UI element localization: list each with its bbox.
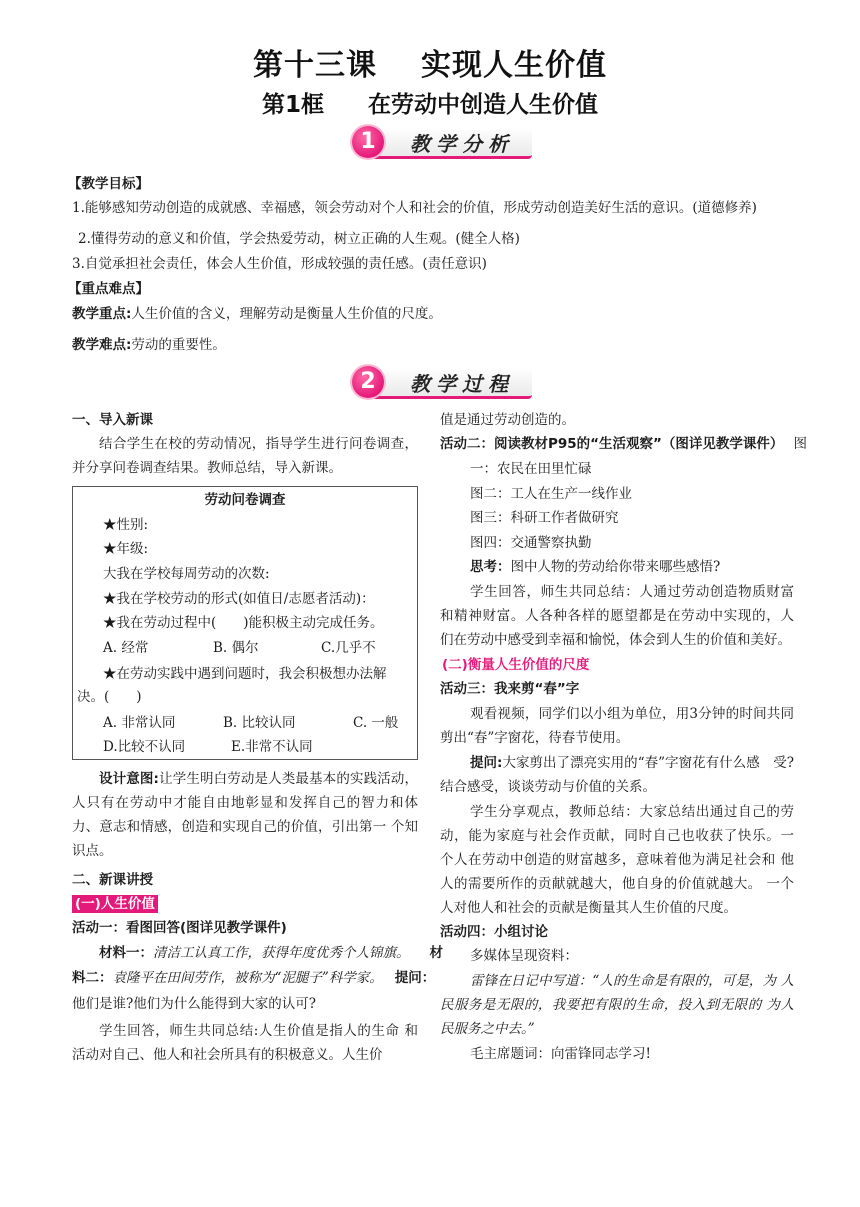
survey-question: ★我在学校劳动的形式(如值日/志愿者活动)： [103, 591, 375, 607]
summary-paragraph: 学生回答，师生共同总结：人通过劳动创造物质财富 和精神财富。人各种各样的愿望都是在劳动中实现的，人 们在劳动中感受到幸福和愉悦，体会到人生的价值和美好。 [440, 584, 808, 648]
survey-question: 大我在学校每周劳动的次数: [103, 566, 270, 582]
picture-item: 图三：科研工作者做研究 [470, 510, 619, 526]
material-one: 材料一：清洁工认真工作，获得年度优秀个人锦旗。 材 [99, 945, 443, 961]
media-intro: 多媒体呈现资料： [470, 948, 578, 964]
lesson-title: 第十三课 实现人生价值 [253, 48, 607, 83]
intro-paragraph: 结合学生在校的劳动情况，指导学生进行问卷调查，并分享问卷调查结果。教师总结，导入新课。 [72, 436, 418, 476]
think-question: 思考：图中人物的劳动给你带来哪些感悟? [470, 559, 721, 575]
key-heading: 【重点难点】 [68, 281, 149, 297]
section-badge-process [352, 364, 536, 400]
activity-two: 活动二：阅读教材P95的“生活观察”（图详见教学课件） 图 [440, 436, 807, 452]
activity-four: 活动四：小组讨论 [440, 924, 548, 940]
survey-option: C.几乎不 [321, 640, 376, 656]
activity-three-paragraph: 观看视频，同学们以小组为单位，用3分钟的时间共同剪出“春”字窗花，待春节使用。 [440, 706, 794, 746]
survey-option: B. 比较认同 [223, 715, 296, 731]
material-two: 料二：袁隆平在田间劳作，被称为“泥腿子”科学家。 提问： [72, 970, 436, 986]
question-text: 他们是谁?他们为什么能得到大家的认可? [72, 996, 316, 1012]
survey-box [72, 486, 418, 760]
subsection-heading: (二)衡量人生价值的尺度 [442, 657, 590, 673]
survey-option: A. 经常 [103, 640, 149, 656]
design-intent: 设计意图:让学生明白劳动是人类最基本的实践活动，人只有在劳动中才能自由地彰显和发挥自己的智力和体力、意志和情感，创造和实现自己的价值，引出第一 个知识点。 [72, 771, 418, 859]
section-heading-intro: 一、导入新课 [72, 412, 153, 428]
section-heading-new: 二、新课讲授 [72, 872, 153, 888]
answer-paragraph: 学生回答，师生共同总结:人生价值是指人的生命 和活动对自己、他人和社会所具有的积极意义。人生价 [72, 1023, 418, 1063]
activity-heading: 活动一：看图回答(图详见教学课件) [72, 920, 287, 936]
badge-number: 2 [352, 366, 384, 398]
mao-inscription: 毛主席题词：向雷锋同志学习! [470, 1046, 651, 1062]
goal-item: 1.能够感知劳动创造的成就感、幸福感，领会劳动对个人和社会的价值，形成劳动创造美好生活的意识。(道德修养) [72, 200, 757, 216]
key-point: 教学重点:人生价值的含义，理解劳动是衡量人生价值的尺度。 [72, 306, 442, 322]
survey-option: E.非常不认同 [231, 739, 313, 755]
badge-number: 1 [352, 126, 384, 158]
survey-option: D.比较不认同 [103, 739, 186, 755]
survey-question: ★性别: [103, 517, 149, 533]
picture-item: 一：农民在田里忙碌 [470, 461, 592, 477]
survey-option: C. 一般 [353, 715, 399, 731]
survey-option: B. 偶尔 [213, 640, 259, 656]
survey-question: ★我在劳动过程中( )能积极主动完成任务。 [103, 615, 384, 631]
survey-option: A. 非常认同 [103, 715, 176, 731]
survey-question: 决。( ) [77, 689, 142, 705]
survey-title: 劳动问卷调查 [204, 492, 286, 508]
continued-text: 值是通过劳动创造的。 [440, 412, 575, 428]
difficult-point: 教学难点:劳动的重要性。 [72, 337, 226, 353]
badge-label: 教学过程 [410, 372, 514, 396]
badge-label: 教学分析 [410, 132, 514, 156]
lei-feng-quote: 雷锋在日记中写道：“人的生命是有限的，可是，为 人民服务是无限的，我要把有限的生命，投入到无限的 为人民服务之中去。” [440, 973, 794, 1037]
question-two: 提问:大家剪出了漂亮实用的“春”字窗花有什么感 受?结合感受，谈谈劳动与价值的关系。 [440, 755, 794, 795]
goal-item: 2.懂得劳动的意义和价值，学会热爱劳动，树立正确的人生观。(健全人格) [78, 231, 520, 247]
subsection-heading: (一)人生价值 [72, 895, 158, 913]
picture-item: 图四：交通警察执勤 [470, 535, 592, 551]
goal-item: 3.自觉承担社会责任，体会人生价值，形成较强的责任感。(责任意识) [72, 256, 487, 272]
survey-question: ★在劳动实践中遇到问题时，我会积极想办法解 [103, 666, 387, 682]
survey-question: ★年级: [103, 541, 149, 557]
frame-title: 第1框 在劳动中创造人生价值 [261, 92, 598, 118]
picture-item: 图二：工人在生产一线作业 [470, 486, 632, 502]
section-badge-analysis [352, 124, 536, 160]
activity-three: 活动三：我来剪“春”字 [440, 681, 580, 697]
summary-two: 学生分享观点，教师总结：大家总结出通过自己的劳 动，能为家庭与社会作贡献，同时自己也收获了快乐。一 个人在劳动中创造的财富越多，意味着他为满足社会和 他人的需要所作的贡献就越大，他自身的价值就越大。 一个人对他人和社会的贡献是衡量其人生价值的尺度。 [440, 804, 808, 916]
goals-heading: 【教学目标】 [68, 176, 149, 192]
